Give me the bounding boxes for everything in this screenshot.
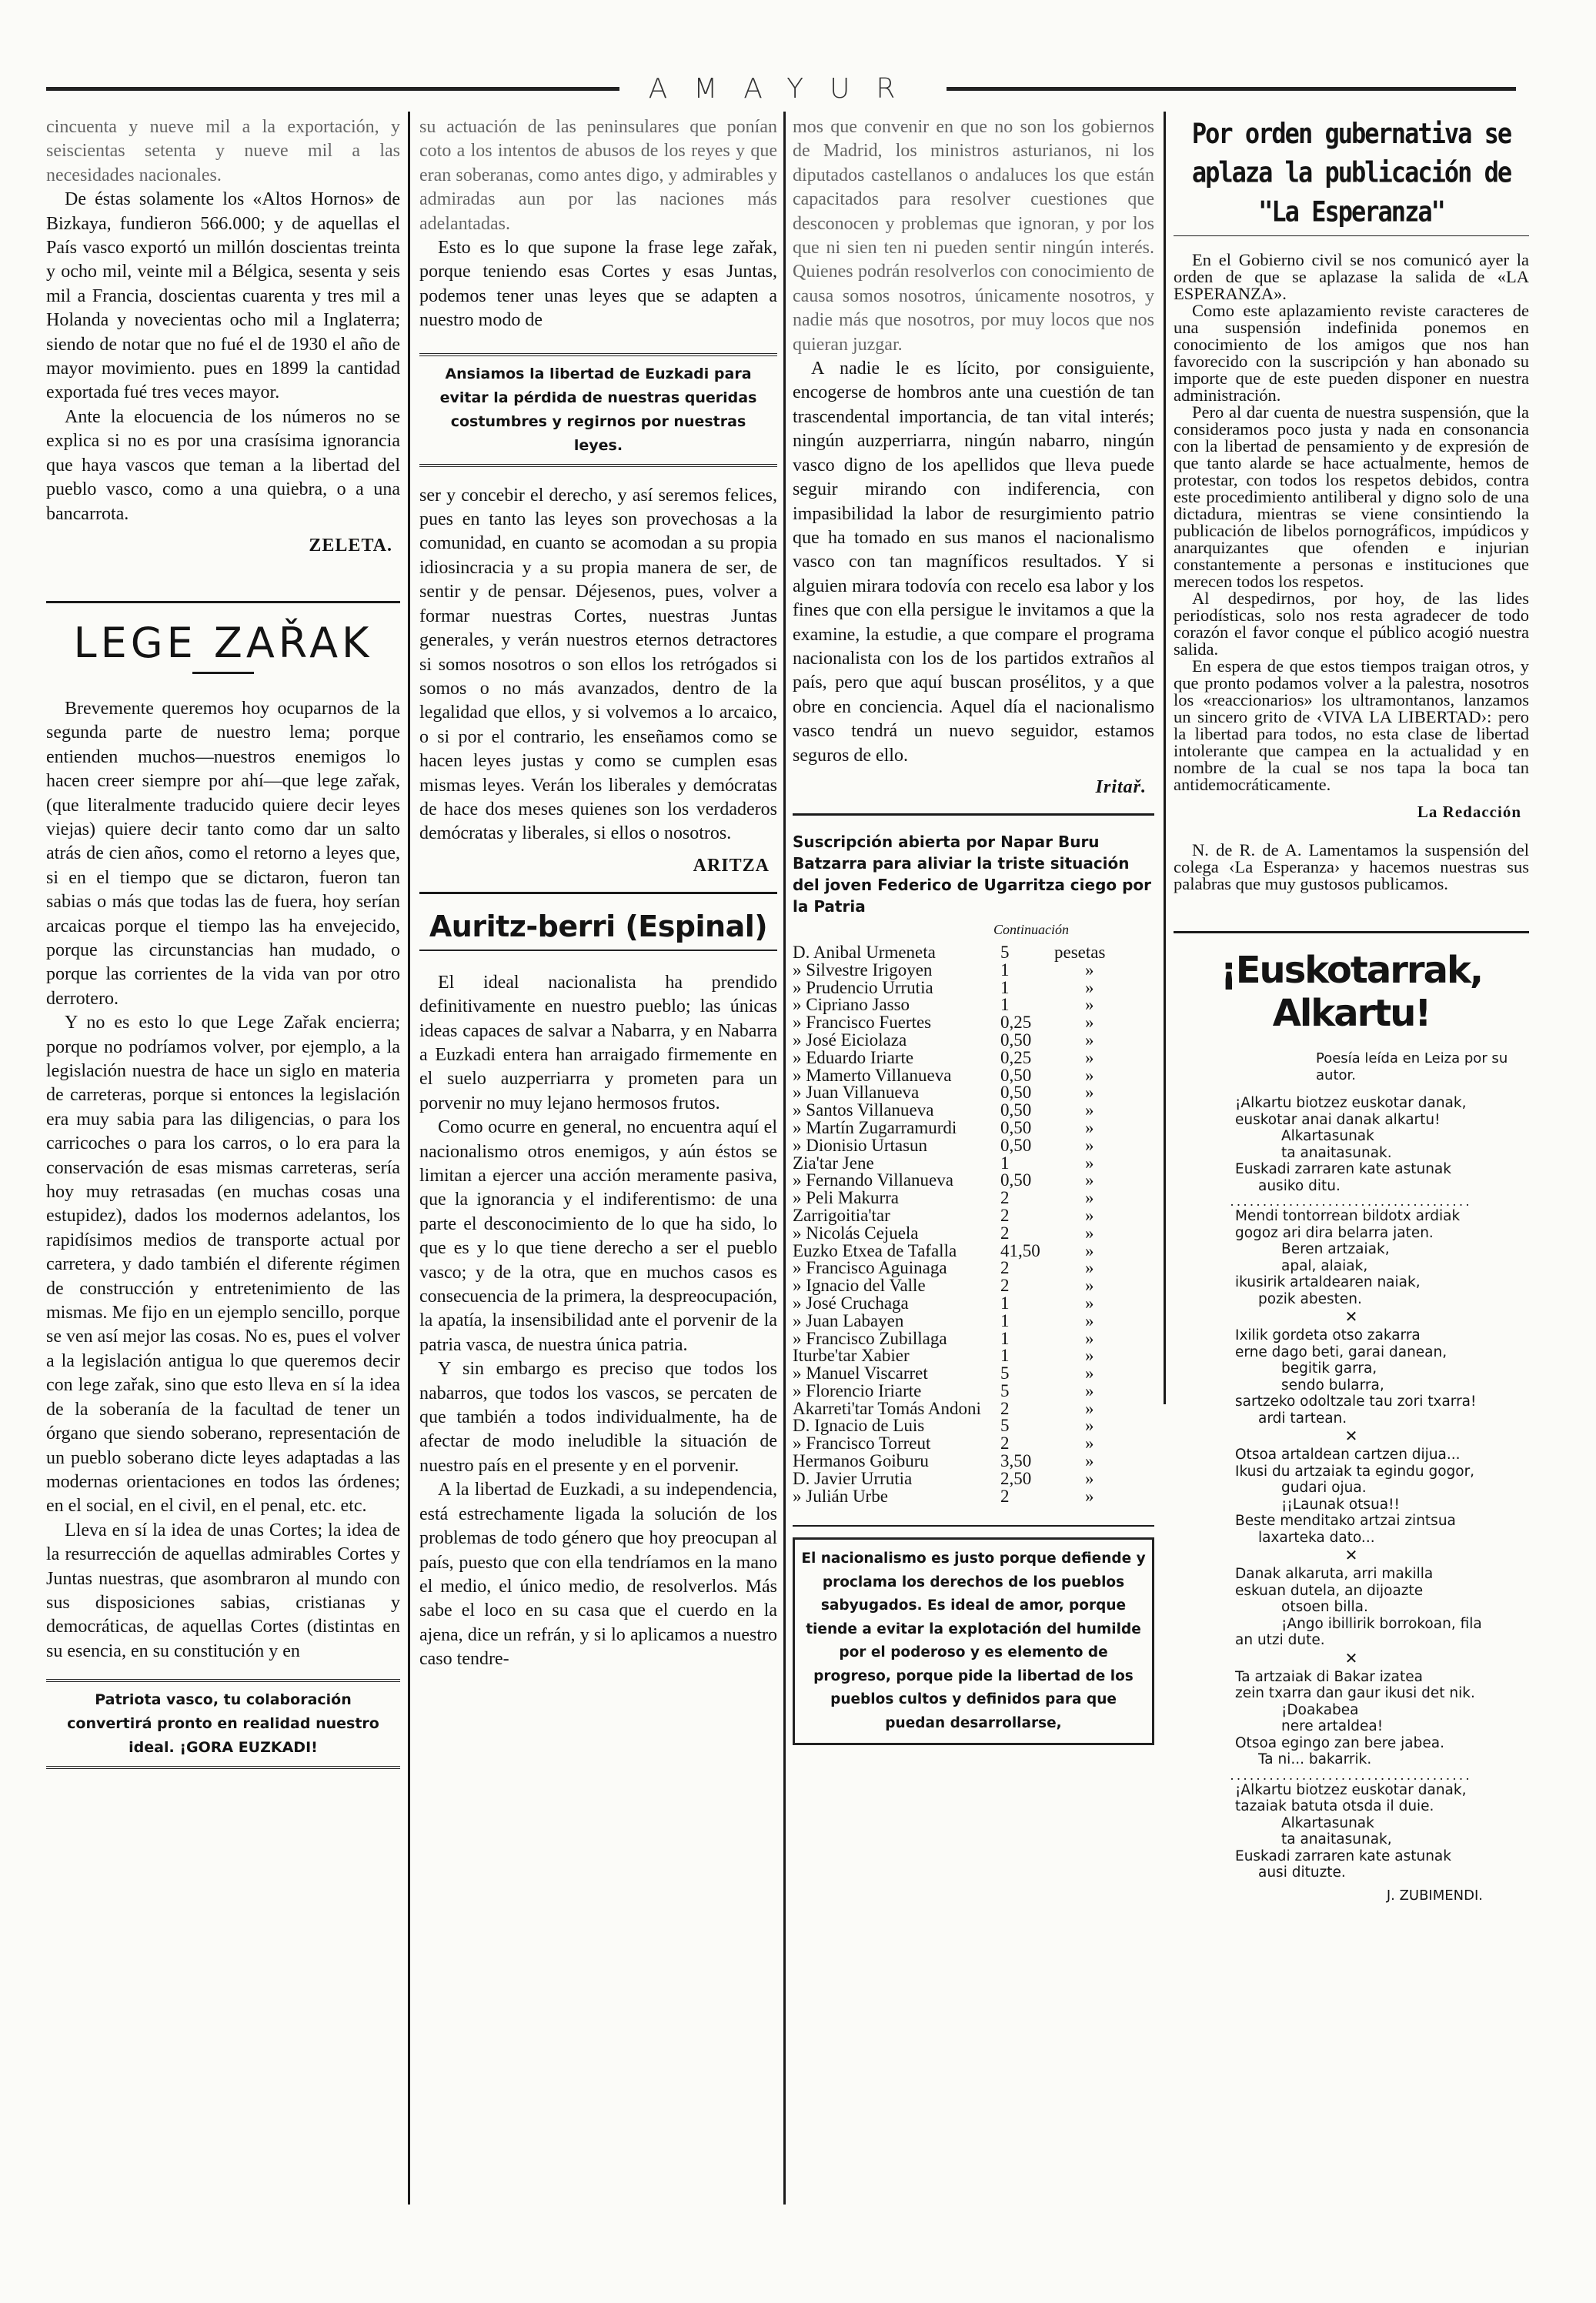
subscriber-row	[793, 1243, 1154, 1260]
poem-line: ¡¡Launak otsua!!	[1281, 1496, 1400, 1513]
poem-line: ta anaitasunak,	[1281, 1831, 1392, 1847]
zeleta-signature: ZELETA.	[309, 535, 392, 556]
subscriber-name: » Santos Villanueva	[793, 1100, 934, 1120]
subscriber-name: » Fernando Villanueva	[793, 1170, 953, 1190]
cont-paragraph: De éstas solamente los «Altos Hornos» de Bizkaya, fundieron 566.000; y de aquellas el País vasco exportó un millón doscientas treinta y ocho mil, veinte mil a Bélgica, sesenta y seis mil a Francia, doscientas cuarenta y tres mil a Holanda y novecientas ocho mil a Inglaterra; siendo de notar que no fué el de 1930 el año de mayor movimiento. pues en 1899 la cantidad exportada fué tres veces mayor.	[46, 189, 400, 403]
subscriber-name: » Cipriano Jasso	[793, 995, 910, 1015]
poem-stanza	[1174, 1327, 1529, 1427]
subscriber-name: » Manuel Viscarret	[793, 1363, 928, 1383]
subscriber-unit: »	[1085, 1223, 1094, 1243]
auritz-cont-paragraph: A nadie le es lícito, por consiguiente, encogerse de hombros ante una cuestión de tan trascendental importancia, de tan vital interés; ningún auzperriarra, ningún nabarro, ningún vasco digno de los apellidos que lleva puede seguir mirando con indiferencia, con impasibilidad la labor de resurgimiento patrio que ha tomado en sus manos el nacionalismo vasco con tan magníficos resultados. Y si alguien mirara todovía con recelo esa labor y los fines que con ella persigue le invitamos a que la examine, la estudie, a que compare el programa nacionalista con los de los partidos extraños al país, pero que aquí buscan prosélitos, y a que obre en conciencia. Aquel día el nacionalismo vasco tendrá un nuevo seguidor, estamos seguros de ello.	[793, 359, 1154, 766]
column-divider-1	[408, 112, 410, 2205]
cont-paragraph: cincuenta y nueve mil a la exportación, y seiscientas setenta y nueve mil a las necesidades nacionales.	[46, 117, 400, 185]
stanza-dots-separator: .....................................	[1230, 1767, 1473, 1783]
divider	[419, 892, 777, 894]
subscriber-unit: »	[1085, 1083, 1094, 1103]
stanza-dots-separator: .....................................	[1230, 1193, 1473, 1209]
poem-stanza	[1174, 1095, 1529, 1194]
subscriber-row	[793, 1435, 1154, 1453]
subscriber-name: Iturbe'tar Xabier	[793, 1346, 910, 1366]
subscriber-row	[793, 1050, 1154, 1067]
poem-intro: Poesía leída en Leiza por su autor.	[1316, 1050, 1508, 1083]
subscriber-row	[793, 1295, 1154, 1313]
subscriber-amount: 2	[1000, 1398, 1010, 1418]
subscriber-row	[793, 1417, 1154, 1435]
subscriber-amount: 1	[1000, 1153, 1010, 1173]
subscriber-name: Euzko Etxea de Tafalla	[793, 1240, 957, 1260]
iritar-signature: Iritař.	[1095, 776, 1147, 797]
poem-line: Alkartasunak	[1281, 1814, 1374, 1831]
subscriber-unit: »	[1085, 960, 1094, 980]
subscriber-amount: 1	[1000, 1310, 1010, 1330]
subscriber-amount: 0,50	[1000, 1170, 1032, 1190]
subscriber-amount: 2	[1000, 1258, 1010, 1278]
subscriber-row	[793, 1172, 1154, 1190]
lege-cont-paragraph: su actuación de las peninsulares que ponían coto a los intentos de abusos de los reyes y que eran soberanas, como antes digo, y admirables y admiradas aun por las naciones más adelantadas.	[419, 117, 777, 234]
subscriber-unit: »	[1085, 1135, 1094, 1155]
subscriber-row	[793, 1453, 1154, 1470]
subscriber-unit: »	[1085, 1468, 1094, 1488]
column-3	[793, 115, 1154, 1745]
poem-line: Beste menditako artzai zintsua	[1235, 1513, 1456, 1529]
poem-line: Otsoa artaldean cartzen dijua...	[1235, 1447, 1461, 1463]
poem-line: sendo bularra,	[1281, 1377, 1384, 1393]
divider	[46, 601, 400, 603]
divider	[793, 813, 1154, 816]
subscriber-name: » Prudencio Urrutia	[793, 977, 933, 997]
subscriber-name: » Florencio Iriarte	[793, 1380, 922, 1400]
patriota-box: Patriota vasco, tu colaboración convertirá pronto en realidad nuestro ideal. ¡GORA EUZKADI!	[46, 1679, 400, 1769]
poem-line: tazaiak batuta otsda il duie.	[1235, 1798, 1434, 1814]
subscriber-row	[793, 1225, 1154, 1243]
stanza-cross-separator: ✕	[1344, 1309, 1358, 1326]
subscriber-name: » Martín Zugarramurdi	[793, 1117, 957, 1137]
nota-redaccion: N. de R. de A. Lamentamos la suspensión del colega ‹La Esperanza› y hacemos nuestras sus palabras que muy gustosos publicamos.	[1174, 840, 1529, 893]
subscriber-unit: »	[1085, 1065, 1094, 1085]
poem-signature: J. ZUBIMENDI.	[1386, 1887, 1483, 1904]
orden-paragraph: En el Gobierno civil se nos comunicó ayer la orden de que se aplazase la salida de «LA ESPERANZA».	[1174, 250, 1529, 303]
subscriber-row	[793, 1155, 1154, 1173]
subscriber-amount: 1	[1000, 1293, 1010, 1313]
subscriber-unit: »	[1085, 1293, 1094, 1313]
lege-paragraph: Lleva en sí la idea de unas Cortes; la idea de la resurrección de aquellas admirables Cortes y Juntas nuestras, que asombraron al mundo con sus disposiciones sabias, cristianas y democráticas, de aquellas Cortes (distintas en su esencia, en su constitución y en	[46, 1520, 400, 1661]
auritz-paragraph: El ideal nacionalista ha prendido definitivamente en nuestro pueblo; las únicas ideas capaces de salvar a Nabarra, y en Nabarra a Euzkadi entera han arraigado firmemente en el suelo auzperriarra y prometen para un porvenir no muy lejano hermosos frutos.	[419, 972, 777, 1113]
subscriber-name: » Peli Makurra	[793, 1188, 899, 1208]
subscriber-row	[793, 1120, 1154, 1137]
subscriber-name: Zia'tar Jene	[793, 1153, 874, 1173]
headline-underline	[192, 672, 254, 674]
subscriber-unit: pesetas	[1054, 942, 1106, 962]
subscriber-name: » José Eiciolaza	[793, 1030, 907, 1050]
subscriber-amount: 1	[1000, 1346, 1010, 1366]
subscriber-name: Akarreti'tar Tomás Andoni	[793, 1398, 981, 1418]
subscriber-row	[793, 1470, 1154, 1488]
poem-line: erne dago beti, garai danean,	[1235, 1343, 1447, 1360]
orden-paragraph: Al despedirnos, por hoy, de las lides periodísticas, solo nos resta agradecer de todo corazón el favor conque el público acogió nuestra salida.	[1174, 589, 1529, 659]
subscriber-row	[793, 980, 1154, 997]
ansiamos-box: Ansiamos la libertad de Euzkadi para evitar la pérdida de nuestras queridas costumbres y regirnos por nuestras leyes.	[419, 353, 777, 467]
column-divider-2	[783, 112, 786, 2205]
subscriber-unit: »	[1085, 1117, 1094, 1137]
suscripcion-title: Suscripción abierta por Napar Buru Batzarra para aliviar la triste situación del joven Federico de Ugarritza ciego por la Patria	[793, 832, 1152, 916]
poem-line: gogoz ari dira belarra jaten.	[1235, 1224, 1434, 1241]
auritz-cont-paragraph: mos que convenir en que no son los gobiernos de Madrid, los ministros asturianos, ni los diputados castellanos o andaluces los que están capacitados para resolver cuestiones que desconocen y problemas que ignoran, y por los que ni sien ten ni pueden sentir ningún interés. Quienes podrán resolverlos con conocimiento de causa somos nosotros, únicamente nosotros, y nadie más que nosotros, por muy locos que nos quieran juzgar.	[793, 117, 1154, 355]
subscriber-row	[793, 1084, 1154, 1102]
poem-stanza	[1174, 1208, 1529, 1307]
subscriber-name: » Francisco Aguinaga	[793, 1258, 947, 1278]
orden-paragraph: Pero al dar cuenta de nuestra suspensión, que la consideramos poco justa y nada en consonancia con la libertad de pensamiento y de expresión de que tanto alarde se hace actualmente, hemos de protestar, con todos los respetos debidos, contra este procedimiento antiliberal y digno solo de una dictadura, mientras se viene consintiendo la publicación de libelos pornográficos, impúdicos y anarquizantes que ofenden e injurian constantemente a personas e instituciones que merecen todos los respetos.	[1174, 402, 1529, 591]
suscripcion-continuacion: Continuación	[993, 921, 1069, 937]
subscriber-unit: »	[1085, 1346, 1094, 1366]
poem-line: otsoen billa.	[1281, 1599, 1368, 1615]
subscriber-row	[793, 1277, 1154, 1295]
subscriber-amount: 2	[1000, 1188, 1010, 1208]
poem-line: Euskadi zarraren kate astunak	[1235, 1847, 1451, 1864]
subscriber-row	[793, 944, 1154, 962]
stanza-cross-separator: ✕	[1344, 1650, 1358, 1667]
poem-line: ausi dituzte.	[1258, 1864, 1346, 1881]
subscriber-amount: 5	[1000, 1416, 1010, 1436]
lege-zarak-headline: LEGE ZAŘAK	[73, 618, 373, 667]
subscriber-unit: »	[1085, 1434, 1094, 1454]
subscriber-unit: »	[1085, 1170, 1094, 1190]
orden-paragraph: Como este aplazamiento reviste caracteres de una suspensión indefinida ponemos en conocimiento de los amigos que nos han favorecido con la suscripción y han abonado su importe que de este pueden disponer en nuestra administración.	[1174, 301, 1529, 405]
poem-line: Danak alkaruta, arri makilla	[1235, 1566, 1434, 1582]
orden-gubernativa-headline: Por orden gubernativa se aplaza la publicación de "La Esperanza"	[1191, 116, 1511, 229]
subscriber-unit: »	[1085, 1240, 1094, 1260]
subscriber-name: » Eduardo Iriarte	[793, 1047, 914, 1067]
subscriber-name: Zarrigoitia'tar	[793, 1205, 890, 1225]
subscriber-amount: 41,50	[1000, 1240, 1040, 1260]
poem-line: Beren artzaiak,	[1281, 1241, 1390, 1257]
subscriber-amount: 5	[1000, 1363, 1010, 1383]
subscriber-unit: »	[1085, 1153, 1094, 1173]
subscriber-row	[793, 1102, 1154, 1120]
subscriber-row	[793, 1347, 1154, 1365]
poem-line: ausiko ditu.	[1258, 1177, 1341, 1194]
poem-line: Euskadi zarraren kate astunak	[1235, 1161, 1451, 1177]
lege-paragraph: Brevemente queremos hoy ocuparnos de la segunda parte de nuestro lema; porque entienden muchos—nuestros enemigos lo hacen creer siempre por ahí—que lege zařak, (que literalmente traducido quiere decir leyes viejas) quiere decir tanto como dar un salto atrás de cien años, como el retorno a leyes que, si en el tiempo que se dictaron, fueron tan sabias o más que todas las de fuera, hoy serían arcaicas porque el tiempo las ha envejecido, porque las circunstancias han mudado, o porque las corrientes de la vida van por otro derrotero.	[46, 698, 400, 1009]
subscriber-row	[793, 1137, 1154, 1155]
euskotarrak-headline: ¡Euskotarrak, Alkartu!	[1220, 949, 1483, 1035]
subscriber-unit: »	[1085, 1030, 1094, 1050]
subscriber-unit: »	[1085, 1310, 1094, 1330]
poem-line: sartzeko odoltzale tau zori txarra!	[1235, 1393, 1477, 1410]
subscriber-unit: »	[1085, 1188, 1094, 1208]
poem-stanza	[1174, 1669, 1529, 1768]
subscriber-row	[793, 1488, 1154, 1506]
poem-line: Otsoa egingo zan bere jabea.	[1235, 1734, 1444, 1751]
subscriber-amount: 1	[1000, 960, 1010, 980]
auritz-paragraph: Y sin embargo es preciso que todos los nabarros, que todos los vascos, se percaten de que también a todos individualmente, ha de afectar de modo ineludible la situación de nuestro país en el presente y en el porvenir.	[419, 1359, 777, 1476]
subscriber-amount: 3,50	[1000, 1451, 1032, 1471]
subscriber-row	[793, 1400, 1154, 1418]
subscriber-row	[793, 1067, 1154, 1085]
divider	[1174, 235, 1529, 236]
subscriber-name: » Silvestre Irigoyen	[793, 960, 933, 980]
poem	[1174, 1095, 1529, 1881]
subscriber-amount: 0,50	[1000, 1117, 1032, 1137]
subscriber-amount: 0,50	[1000, 1083, 1032, 1103]
subscriber-amount: 2	[1000, 1434, 1010, 1454]
masthead-rule-left	[46, 87, 619, 91]
subscriber-unit: »	[1085, 1328, 1094, 1348]
poem-stanza	[1174, 1566, 1529, 1649]
subscriber-unit: »	[1085, 1258, 1094, 1278]
divider	[1174, 931, 1529, 933]
subscriber-unit: »	[1085, 1380, 1094, 1400]
column-2	[419, 115, 777, 1672]
subscriber-unit: »	[1085, 1363, 1094, 1383]
masthead	[46, 73, 1516, 104]
subscriber-name: » Juan Villanueva	[793, 1083, 920, 1103]
subscriber-amount: 2	[1000, 1276, 1010, 1296]
cont-paragraph: Ante la elocuencia de los números no se explica si no es por una crasísima ignorancia que haya vascos que teman a la libertad del pueblo vasco, como a una quiebra, o a una bancarrota.	[46, 406, 400, 524]
poem-line: Mendi tontorrean bildotx ardiak	[1235, 1208, 1461, 1224]
subscriber-unit: »	[1085, 1416, 1094, 1436]
poem-line: ardi tartean.	[1258, 1410, 1347, 1427]
subscriber-name: » Dionisio Urtasun	[793, 1135, 928, 1155]
orden-paragraph: En espera de que estos tiempos traigan otros, y que pronto podamos volver a la palestra, nosotros los «reaccionarios» los ultramontanos, lanzamos un sincero grito de ‹VIVA LA LIBERTAD›: pero la libertad para todos, no esta clase de libertad intolerante que campea en la actualidad y en nombre de la cual se nos tapa la boca tan antidemocráticamente.	[1174, 656, 1529, 794]
stanza-cross-separator: ✕	[1344, 1428, 1358, 1445]
subscriber-unit: »	[1085, 1398, 1094, 1418]
auritz-paragraph: Como ocurre en general, no encuentra aquí el nacionalismo otros enemigos, y aún éstos se limitan a ejercer una acción meramente pasiva, que la ignorancia y el indiferentismo: de una parte el desconocimiento de lo que ha sido, lo que es y lo que tiene derecho a ser el pueblo vasco; y de la otra, que en muchos casos es consecuencia de la primera, la despreocupación, la apatía, la insensibilidad ante el porvenir de la patria vasca, de nuestra única patria.	[419, 1117, 777, 1355]
subscriber-amount: 5	[1000, 1380, 1010, 1400]
subscriber-amount: 1	[1000, 977, 1010, 997]
poem-line: an utzi dute.	[1235, 1632, 1325, 1648]
subscriber-row	[793, 1313, 1154, 1330]
subscriber-name: » Julián Urbe	[793, 1486, 888, 1506]
subscriber-name: » Ignacio del Valle	[793, 1276, 926, 1296]
poem-line: apal, alaiak,	[1281, 1257, 1368, 1274]
subscriber-row	[793, 1260, 1154, 1277]
subscriber-unit: »	[1085, 1451, 1094, 1471]
poem-line: begitik garra,	[1281, 1360, 1377, 1377]
subscriber-unit: »	[1085, 1486, 1094, 1506]
subscriber-amount: 1	[1000, 1328, 1010, 1348]
subscriber-name: » Mamerto Villanueva	[793, 1065, 952, 1085]
redaccion-signature: La Redacción	[1417, 803, 1521, 821]
subscriber-row	[793, 962, 1154, 980]
subscriber-name: D. Anibal Urmeneta	[793, 942, 936, 962]
stanza-cross-separator: ✕	[1344, 1547, 1358, 1564]
poem-line: Alkartasunak	[1281, 1128, 1374, 1144]
poem-line: Ikusi du artzaiak ta egindu gogor,	[1235, 1463, 1475, 1480]
subscriber-row	[793, 1032, 1154, 1050]
poem-stanza	[1174, 1782, 1529, 1881]
subscriber-name: » Francisco Fuertes	[793, 1013, 932, 1033]
subscriber-amount: 5	[1000, 942, 1010, 962]
poem-line: ta anaitasunak.	[1281, 1144, 1392, 1161]
newspaper-title: AMAYUR	[648, 73, 922, 105]
subscriber-name: D. Ignacio de Luis	[793, 1416, 925, 1436]
subscriber-row	[793, 1330, 1154, 1348]
subscriber-row	[793, 1190, 1154, 1207]
subscriber-amount: 2	[1000, 1205, 1010, 1225]
subscriber-amount: 1	[1000, 995, 1010, 1015]
subscriber-unit: »	[1085, 1100, 1094, 1120]
lege-cont-paragraph: ser y concebir el derecho, y así seremos felices, pues en tanto las leyes son provechosas a la comunidad, en cuanto se acomodan a su propia idiosincracia y a su propia manera de ser, de sentir y de pensar. Déjesenos, pues, volver a formar nuestras Cortes, nuestras Juntas generales, y verán nuestros eternos detractores si somos nosotros o son ellos los retrógados si somos o no más avanzados, dentro de la legalidad que ellos, y si volvemos a lo arcaico, o si por el contrario, les enseñamos como se hacen leyes justas y como se cumplen esas mismas leyes. Verán los liberales y demócratas de hace dos meses quienes son los verdaderos demócratas y liberales, si ellos o nosotros.	[419, 485, 777, 844]
masthead-rule-right	[947, 87, 1516, 91]
subscriber-unit: »	[1085, 995, 1094, 1015]
subscriber-amount: 0,50	[1000, 1100, 1032, 1120]
poem-line: euskotar anai danak alkartu!	[1235, 1111, 1441, 1128]
subscriber-name: » Francisco Torreut	[793, 1434, 931, 1454]
subscriber-name: D. Javier Urrutia	[793, 1468, 913, 1488]
column-4	[1174, 115, 1529, 1904]
poem-line: nere artaldea!	[1281, 1718, 1384, 1734]
subscriber-name: » Nicolás Cejuela	[793, 1223, 919, 1243]
subscriber-row	[793, 1365, 1154, 1383]
subscriber-row	[793, 996, 1154, 1014]
subscriber-unit: »	[1085, 1047, 1094, 1067]
subscriber-amount: 2,50	[1000, 1468, 1032, 1488]
auritz-berri-headline: Auritz-berri (Espinal)	[419, 910, 777, 951]
subscription-table	[793, 944, 1154, 1506]
poem-line: laxarteka dato...	[1258, 1529, 1375, 1546]
subscriber-name: » Francisco Zubillaga	[793, 1328, 947, 1348]
poem-line: gudari ojua.	[1281, 1480, 1367, 1496]
poem-line: eskuan dutela, an dijoazte	[1235, 1582, 1424, 1599]
subscriber-name: » Juan Labayen	[793, 1310, 904, 1330]
subscriber-unit: »	[1085, 1013, 1094, 1033]
subscriber-unit: »	[1085, 1276, 1094, 1296]
subscriber-amount: 2	[1000, 1486, 1010, 1506]
subscriber-unit: »	[1085, 977, 1094, 997]
column-1	[46, 115, 400, 1769]
subscriber-row	[793, 1207, 1154, 1225]
subscriber-amount: 0,50	[1000, 1065, 1032, 1085]
poem-line: ¡Alkartu biotzez euskotar danak,	[1235, 1095, 1467, 1111]
poem-line: Ixilik gordeta otso zakarra	[1235, 1327, 1421, 1343]
subscriber-amount: 0,50	[1000, 1135, 1032, 1155]
poem-line: Ta artzaiak di Bakar izatea	[1235, 1668, 1423, 1685]
lege-paragraph: Y no es esto lo que Lege Zařak encierra; porque no podríamos volver, por ejemplo, a la legislación nuestra de hace un siglo en materia de carreteras, porque si entonces la legislación era muy sabia para las diligencias, o para los carricoches o para los carros, o lo era para la conservación de esas mismas carreteras, sería hoy muy retrasadas (en muchas cosas una estupidez), dados los modernos adelantos, los rapidísimos medios de transporte actual por carretera, y dado también el diferente régimen de construcción y entretenimiento de las mismas. Me fijo en un ejemplo sencillo, porque se ven así mejor las cosas. No es, pues el volver a la legislación antigua lo que queremos decir con lege zařak, sino que esto lleva en sí la idea de la soberanía de la facultad de tener un órgano que siendo soberano, representación de un pueblo soberano dicte leyes adaptadas a las modernas orientaciones en todos las órdenes; en el social, en el civil, en el penal, etc. etc.	[46, 1013, 400, 1517]
subscriber-row	[793, 1014, 1154, 1032]
poem-line: ikusirik artaldearen naiak,	[1235, 1274, 1421, 1290]
subscriber-name: Hermanos Goiburu	[793, 1451, 929, 1471]
subscriber-amount: 0,25	[1000, 1047, 1032, 1067]
poem-line: ¡Alkartu biotzez euskotar danak,	[1235, 1781, 1467, 1798]
poem-stanza	[1174, 1447, 1529, 1546]
subscriber-name: » José Cruchaga	[793, 1293, 909, 1313]
lege-cont-paragraph: Esto es lo que supone la frase lege zařak, porque teniendo esas Cortes y esas Juntas, podemos tener unas leyes que se adapten a nuestro modo de	[419, 238, 777, 331]
subscriber-amount: 2	[1000, 1223, 1010, 1243]
auritz-paragraph: A la libertad de Euzkadi, a su independencia, está estrechamente ligada la solución de los problemas de todo género que hoy preocupan al país, puesto que con ella tendríamos en la mano el medio, el único medio, de resolverlos. Más sabe el loco en su casa que el cuerdo en la ajena, dice un refrán, y si lo aplicamos a nuestro caso tendre-	[419, 1480, 777, 1670]
poem-line: Ta ni... bakarrik.	[1258, 1751, 1372, 1767]
subscriber-unit: »	[1085, 1205, 1094, 1225]
subscriber-amount: 0,25	[1000, 1013, 1032, 1033]
divider	[793, 1525, 1154, 1527]
poem-line: ¡Doakabea	[1281, 1701, 1359, 1718]
subscriber-row	[793, 1383, 1154, 1400]
poem-line: ¡Ango ibillirik borrokoan, fila	[1281, 1615, 1482, 1632]
poem-line: zein txarra dan gaur ikusi det nik.	[1235, 1685, 1475, 1701]
aritza-signature: ARITZA	[693, 855, 770, 876]
subscriber-amount: 0,50	[1000, 1030, 1032, 1050]
nacionalismo-box: El nacionalismo es justo porque defiende y proclama los derechos de los pueblos sabyugados. Es ideal de amor, porque tiende a evitar la explotación del humilde por el poderoso y es elemento de progreso, porque pide la libertad de los pueblos cultos y definidos para que puedan desarrollarse,	[793, 1537, 1154, 1745]
column-divider-3	[1164, 112, 1166, 1404]
poem-line: pozik abesten.	[1258, 1290, 1362, 1307]
